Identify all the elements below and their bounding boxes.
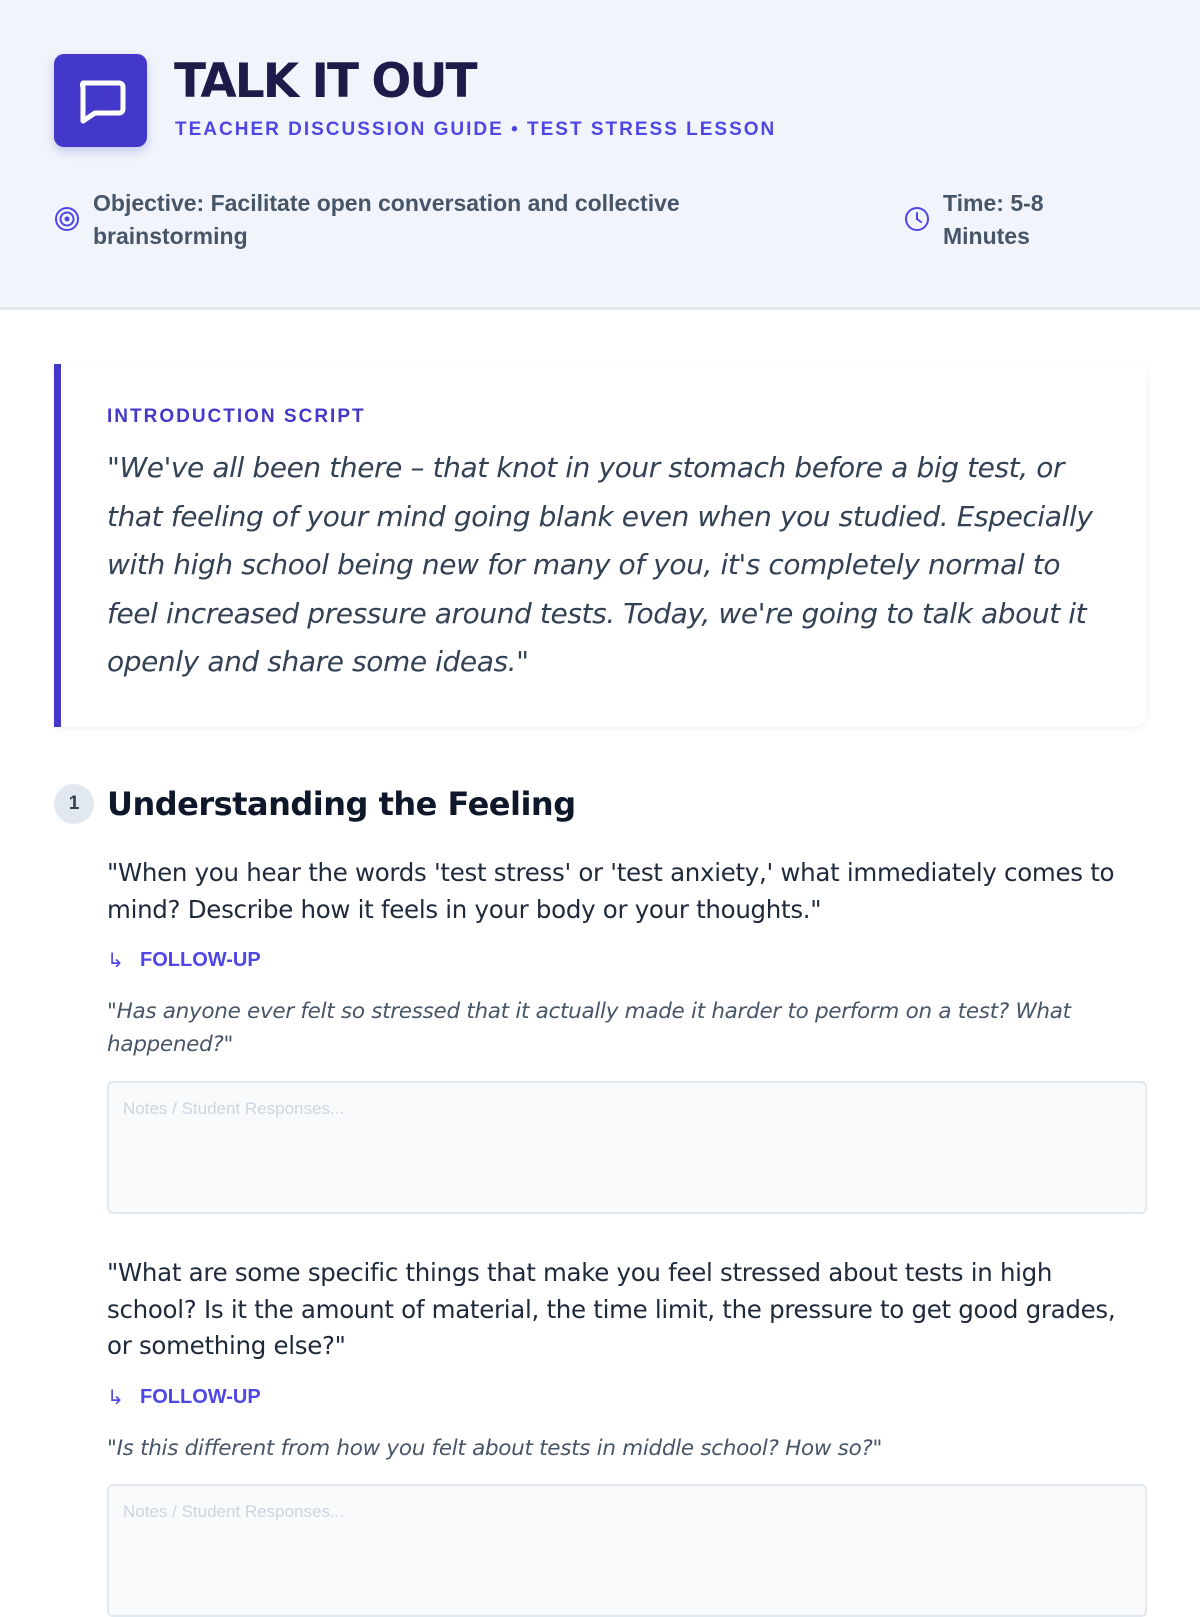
page-title: TALK IT OUT xyxy=(174,54,476,109)
followup-label-text: FOLLOW-UP xyxy=(140,1385,261,1408)
objective-text: Objective: Facilitate open conversation and collective brainstorming xyxy=(93,190,680,249)
discussion-question: "What are some specific things that make you feel stressed about tests in high school? Is it the amount of material, the time limit, the pressure to get good grades, or something else?" xyxy=(107,1258,1116,1360)
time-text: Time: 5-8 Minutes xyxy=(943,190,1044,249)
target-icon xyxy=(54,206,80,232)
notes-field[interactable] xyxy=(107,1484,1147,1617)
page-subtitle: TEACHER DISCUSSION GUIDE • TEST STRESS LESSON xyxy=(175,119,777,140)
discussion-question: "When you hear the words 'test stress' or 'test anxiety,' what immediately comes to mind? Describe how it feels in your body or your thoughts." xyxy=(107,858,1115,924)
section-number-badge: 1 xyxy=(54,784,94,824)
followup-label-text: FOLLOW-UP xyxy=(140,948,261,971)
notes-field[interactable] xyxy=(107,1081,1147,1214)
chat-bubble-icon xyxy=(54,54,147,147)
followup-question: "Has anyone ever felt so stressed that it actually made it harder to perform on a test? What happened?" xyxy=(107,999,1071,1057)
followup-label xyxy=(107,1385,261,1409)
followup-question: "Is this different from how you felt about tests in middle school? How so?" xyxy=(107,1436,883,1461)
followup-label xyxy=(107,948,261,972)
time-row xyxy=(904,187,1093,253)
return-arrow-icon: ↳ xyxy=(107,1385,124,1409)
intro-card xyxy=(54,364,1147,727)
section-title: Understanding the Feeling xyxy=(107,785,576,823)
objective-row xyxy=(54,187,733,253)
clock-icon xyxy=(904,206,930,232)
return-arrow-icon: ↳ xyxy=(107,948,124,972)
intro-label: INTRODUCTION SCRIPT xyxy=(107,406,366,427)
page-header xyxy=(0,0,1200,310)
intro-script-text: "We've all been there – that knot in your stomach before a big test, or that feeling of your mind going blank even when you studied. Especially with high school being new for many of you, it's completely normal to feel increased pressure around tests. Today, we're going to talk about it openly and share some ideas." xyxy=(107,451,1093,678)
